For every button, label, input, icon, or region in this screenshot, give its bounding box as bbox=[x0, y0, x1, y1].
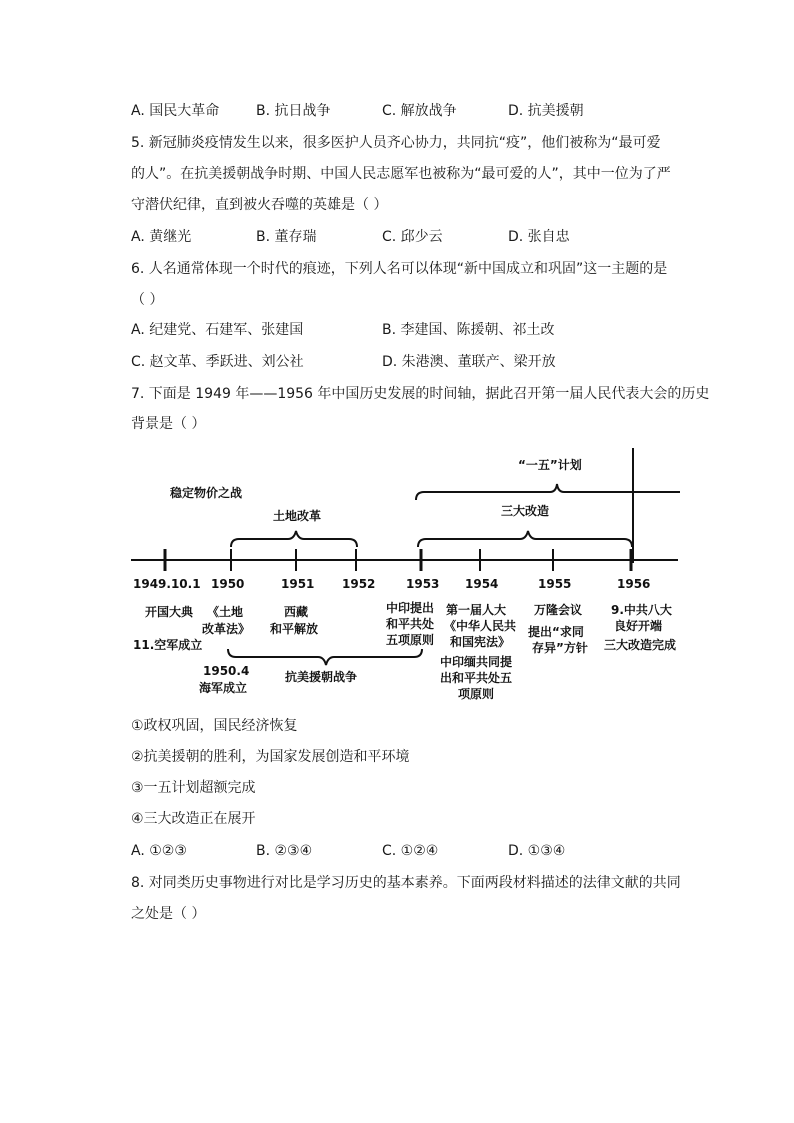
q4-option-d: D. 抗美援朝 bbox=[508, 103, 584, 119]
year-label: 1949.10.1 bbox=[133, 577, 201, 591]
event-china-india-burma: 中印缅共同提 bbox=[440, 655, 513, 669]
brace-land-reform bbox=[231, 531, 357, 547]
q4-option-c: C. 解放战争 bbox=[382, 103, 457, 119]
q6-stem-line1: 6. 人名通常体现一个时代的痕迹，下列人名可以体现“新中国成立和巩固”这一主题的是 bbox=[131, 261, 668, 277]
event-five-principles-2: 和平共处 bbox=[386, 617, 435, 631]
label-three-transformations: 三大改造 bbox=[501, 504, 550, 518]
event-transformation-complete: 三大改造完成 bbox=[604, 638, 677, 652]
event-china-india-burma-2: 出和平共处五 bbox=[440, 671, 513, 685]
q7-option-c: C. ①②④ bbox=[382, 843, 439, 859]
q4-option-b: B. 抗日战争 bbox=[256, 103, 331, 119]
brace-five-year-plan bbox=[416, 484, 680, 500]
q5-stem-line1: 5. 新冠肺炎疫情发生以来，很多医护人员齐心协力，共同抗“疫”，他们被称为“最可爱 bbox=[131, 135, 661, 151]
event-constitution-2: 和国宪法》 bbox=[450, 635, 511, 649]
q5-option-b: B. 董存瑞 bbox=[256, 229, 317, 245]
event-tibet-2: 和平解放 bbox=[270, 622, 319, 636]
event-constitution: 《中华人民共 bbox=[444, 619, 517, 633]
event-navy: 海军成立 bbox=[199, 681, 248, 695]
event-bandung-policy-2: 存异”方针 bbox=[532, 641, 588, 655]
year-label: 1950 bbox=[211, 577, 245, 591]
q8-stem-line2: 之处是（ ） bbox=[131, 906, 206, 922]
q6-option-c: C. 赵文革、季跃进、刘公社 bbox=[131, 354, 304, 370]
q4-option-a: A. 国民大革命 bbox=[131, 103, 220, 119]
q5-option-d: D. 张自忠 bbox=[508, 229, 570, 245]
year-label: 1956 bbox=[617, 577, 651, 591]
event-five-principles-3: 五项原则 bbox=[386, 633, 435, 647]
label-korean-war: 抗美援朝战争 bbox=[285, 670, 358, 684]
q7-statement-1: ①政权巩固，国民经济恢复 bbox=[131, 718, 298, 734]
q7-statement-2: ②抗美援朝的胜利，为国家发展创造和平环境 bbox=[131, 749, 410, 765]
year-label: 1951 bbox=[281, 577, 315, 591]
year-label: 1952 bbox=[342, 577, 376, 591]
label-land-reform: 土地改革 bbox=[273, 509, 322, 523]
q5-stem-line3: 守潜伏纪律，直到被火吞噬的英雄是（ ） bbox=[131, 197, 388, 213]
event-tibet: 西藏 bbox=[284, 605, 309, 619]
event-bandung: 万隆会议 bbox=[534, 603, 583, 617]
brace-korean-war bbox=[228, 649, 422, 665]
q6-option-b: B. 李建国、陈援朝、祁土改 bbox=[382, 322, 555, 338]
event-air-force: 11.空军成立 bbox=[133, 638, 203, 652]
event-five-principles: 中印提出 bbox=[386, 601, 435, 615]
brace-three-transformations bbox=[418, 531, 632, 547]
q5-option-c: C. 邱少云 bbox=[382, 229, 443, 245]
event-navy-date: 1950.4 bbox=[203, 664, 250, 678]
event-first-npc: 第一届人大 bbox=[446, 603, 507, 617]
event-bandung-policy: 提出“求同 bbox=[528, 625, 584, 639]
year-label: 1955 bbox=[538, 577, 572, 591]
label-five-year-plan: “一五”计划 bbox=[518, 458, 582, 472]
event-eighth-congress: 9.中共八大 bbox=[611, 603, 672, 617]
q7-option-b: B. ②③④ bbox=[256, 843, 313, 859]
q8-stem-line1: 8. 对同类历史事物进行对比是学习历史的基本素养。下面两段材料描述的法律文献的共同 bbox=[131, 875, 681, 891]
event-land-reform-law: 《土地 bbox=[207, 605, 244, 619]
q6-option-d: D. 朱港澳、董联产、梁开放 bbox=[382, 354, 556, 370]
event-land-reform-law-2: 改革法》 bbox=[202, 622, 251, 636]
q7-stem-line2: 背景是（ ） bbox=[131, 416, 206, 432]
year-label: 1954 bbox=[465, 577, 499, 591]
q6-stem-line2: （ ） bbox=[131, 292, 164, 308]
event-founding-ceremony: 开国大典 bbox=[145, 605, 194, 619]
q7-option-d: D. ①③④ bbox=[508, 843, 566, 859]
event-eighth-congress-2: 良好开端 bbox=[614, 619, 663, 633]
event-china-india-burma-3: 项原则 bbox=[458, 687, 495, 701]
q5-stem-line2: 的人”。在抗美援朝战争时期、中国人民志愿军也被称为“最可爱的人”，其中一位为了严 bbox=[131, 166, 671, 182]
q7-option-a: A. ①②③ bbox=[131, 843, 187, 859]
q7-statement-4: ④三大改造正在展开 bbox=[131, 811, 256, 827]
q5-option-a: A. 黄继光 bbox=[131, 229, 192, 245]
q6-option-a: A. 纪建党、石建军、张建国 bbox=[131, 322, 304, 338]
year-label: 1953 bbox=[406, 577, 440, 591]
label-stabilize-prices: 稳定物价之战 bbox=[170, 486, 243, 500]
q7-stem-line1: 7. 下面是 1949 年——1956 年中国历史发展的时间轴，据此召开第一届人民代表大会的历史 bbox=[131, 386, 710, 402]
q7-statement-3: ③一五计划超额完成 bbox=[131, 780, 256, 796]
